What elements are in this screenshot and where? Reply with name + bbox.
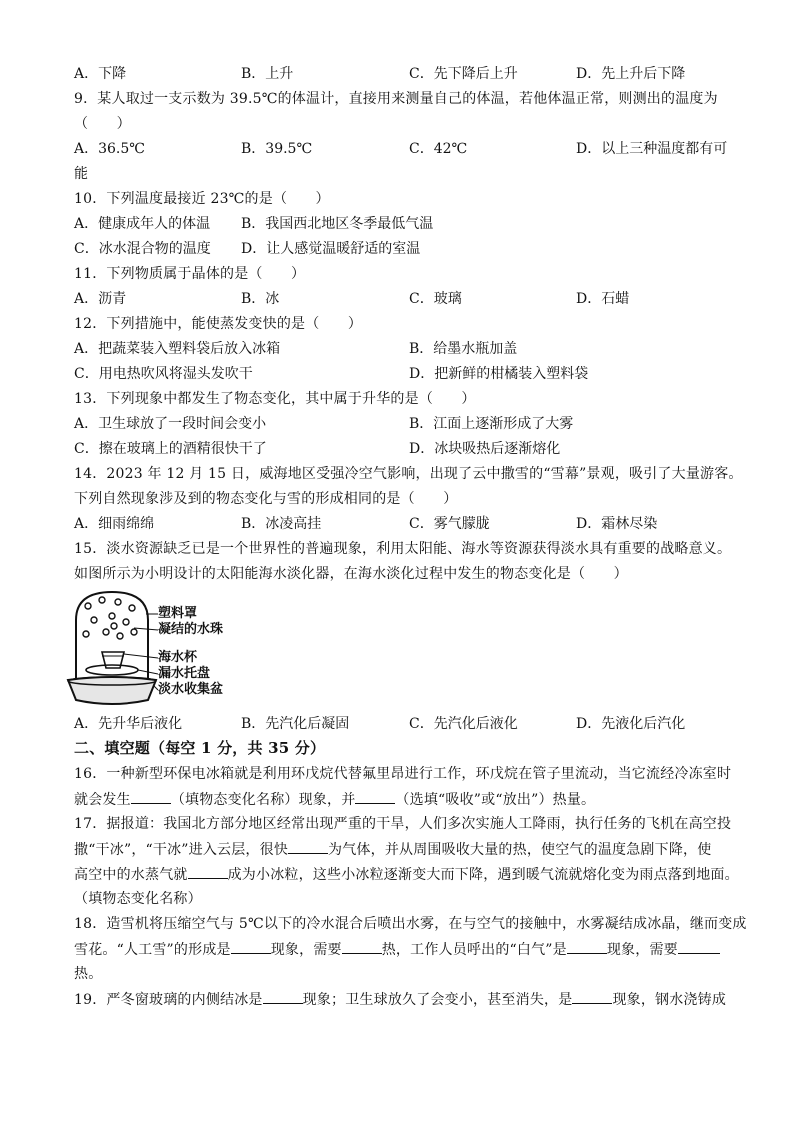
q19-blank-1[interactable] <box>263 989 303 1004</box>
q11-option-a: A．沥青 <box>74 291 127 307</box>
q9-option-a: A．36.5℃ <box>74 141 145 157</box>
q17-blank-2[interactable] <box>188 864 228 879</box>
q12-option-c: C．用电热吹风将湿头发吹干 <box>74 366 253 382</box>
q18-blank-3[interactable] <box>567 939 607 954</box>
label-freshwater-basin: 淡水收集盆 <box>158 682 224 697</box>
q9-bracket: （ ） <box>74 116 131 132</box>
q19-line1: 19．严冬窗玻璃的内侧结冰是 现象；卫生球放久了会变小，甚至消失，是 现象，钢水浇铸成 <box>74 989 726 1010</box>
q15-stem-line1: 15．淡水资源缺乏已是一个世界性的普遍现象，利用太阳能、海水等资源获得淡水具有重要的战略意义。 <box>74 541 732 557</box>
q14-option-d: D．霜林尽染 <box>576 516 658 532</box>
q8-option-c: C．先下降后上升 <box>409 66 518 82</box>
q16-line1: 16．一种新型环保电冰箱就是利用环戊烷代替氟里昂进行工作，环戊烷在管子里流动，当它流经冷冻室时 <box>74 766 732 782</box>
q18-blank-2[interactable] <box>342 939 382 954</box>
tray-shape <box>86 665 138 675</box>
q16-blank-2[interactable] <box>355 789 395 804</box>
q9-option-c: C．42℃ <box>409 141 468 157</box>
desalinator-figure <box>66 588 226 710</box>
q8-option-a: A．下降 <box>74 66 127 82</box>
q15-stem-line2: 如图所示为小明设计的太阳能海水淡化器，在海水淡化过程中发生的物态变化是（ ） <box>74 566 628 582</box>
q11-option-c: C．玻璃 <box>409 291 462 307</box>
q17-blank-1[interactable] <box>288 839 328 854</box>
label-seawater-cup: 海水杯 <box>158 650 198 665</box>
q16-line2: 就会发生 （填物态变化名称）现象，并 （选填“吸收”或“放出”）热量。 <box>74 789 595 810</box>
q12-option-b: B．给墨水瓶加盖 <box>409 341 518 357</box>
q18-line2: 雪花。“人工雪”的形成是 现象，需要 热，工作人员呼出的“白气”是 现象，需要 <box>74 939 720 960</box>
q11-option-b: B．冰 <box>241 291 280 307</box>
q10-stem: 10．下列温度最接近 23℃的是（ ） <box>74 191 330 207</box>
q14-option-a: A．细雨绵绵 <box>74 516 155 532</box>
q10-option-d: D．让人感觉温暖舒适的室温 <box>241 241 421 257</box>
q13-option-d: D．冰块吸热后逐渐熔化 <box>409 441 561 457</box>
label-drip-tray: 漏水托盘 <box>158 666 211 681</box>
q15-option-d: D．先液化后汽化 <box>576 716 686 732</box>
label-plastic-cover: 塑料罩 <box>158 606 198 621</box>
q11-option-d: D．石蜡 <box>576 291 630 307</box>
q9-option-b: B．39.5℃ <box>241 141 313 157</box>
q12-option-a: A．把蔬菜装入塑料袋后放入冰箱 <box>74 341 281 357</box>
q17-line2: 撒“干冰”，“干冰”进入云层，很快 为气体，并从周围吸收大量的热，使空气的温度急剧下降，使 <box>74 839 711 860</box>
q16-blank-1[interactable] <box>131 789 171 804</box>
q14-stem-line2: 下列自然现象涉及到的物态变化与雪的形成相同的是（ ） <box>74 491 458 507</box>
collection-basin-shape <box>68 677 156 704</box>
q12-option-d: D．把新鲜的柑橘装入塑料袋 <box>409 366 589 382</box>
q14-option-c: C．雾气朦胧 <box>409 516 490 532</box>
q10-option-a: A．健康成年人的体温 <box>74 216 211 232</box>
q10-option-b: B．我国西北地区冬季最低气温 <box>241 216 434 232</box>
q9-option-d-wrap: 能 <box>74 166 88 182</box>
label-condensed-droplets: 凝结的水珠 <box>158 622 224 637</box>
q13-option-b: B．江面上逐渐形成了大雾 <box>409 416 574 432</box>
q19-blank-2[interactable] <box>572 989 612 1004</box>
q9-option-d: D．以上三种温度都有可 <box>576 141 728 157</box>
q18-line1: 18．造雪机将压缩空气与 5℃以下的冷水混合后喷出水雾，在与空气的接触中，水雾凝结成冰晶，继而变成 <box>74 916 747 932</box>
q13-stem: 13．下列现象中都发生了物态变化，其中属于升华的是（ ） <box>74 391 476 407</box>
q17-line4: （填物态变化名称） <box>74 891 202 907</box>
q10-option-c: C．冰水混合物的温度 <box>74 241 211 257</box>
q8-option-b: B．上升 <box>241 66 294 82</box>
q11-stem: 11．下列物质属于晶体的是（ ） <box>74 266 306 282</box>
q15-option-b: B．先汽化后凝固 <box>241 716 350 732</box>
q12-stem: 12．下列措施中，能使蒸发变快的是（ ） <box>74 316 363 332</box>
q18-blank-1[interactable] <box>231 939 271 954</box>
q17-line3: 高空中的水蒸气就 成为小冰粒，这些小冰粒逐渐变大而下降，遇到暖气流就熔化变为雨点落到地面。 <box>74 864 739 885</box>
q18-blank-4[interactable] <box>678 939 720 954</box>
water-droplets <box>83 597 137 639</box>
q8-option-d: D．先上升后下降 <box>576 66 686 82</box>
q14-stem-line1: 14．2023 年 12 月 15 日，威海地区受强冷空气影响，出现了云中撒雪的“雪幕”景观，吸引了大量游客。 <box>74 466 743 482</box>
q15-option-a: A．先升华后液化 <box>74 716 183 732</box>
section-fill-in-title: 二、填空题（每空 1 分，共 35 分） <box>74 739 326 757</box>
q15-option-c: C．先汽化后液化 <box>409 716 518 732</box>
q17-line1: 17．据报道：我国北方部分地区经常出现严重的干旱，人们多次实施人工降雨，执行任务的飞机在高空投 <box>74 816 732 832</box>
q13-option-c: C．擦在玻璃上的酒精很快干了 <box>74 441 267 457</box>
q13-option-a: A．卫生球放了一段时间会变小 <box>74 416 267 432</box>
q18-line3: 热。 <box>74 966 103 982</box>
q9-stem: 9．某人取过一支示数为 39.5℃的体温计，直接用来测量自己的体温，若他体温正常，则测出的温度为 <box>74 91 718 107</box>
q14-option-b: B．冰凌高挂 <box>241 516 322 532</box>
